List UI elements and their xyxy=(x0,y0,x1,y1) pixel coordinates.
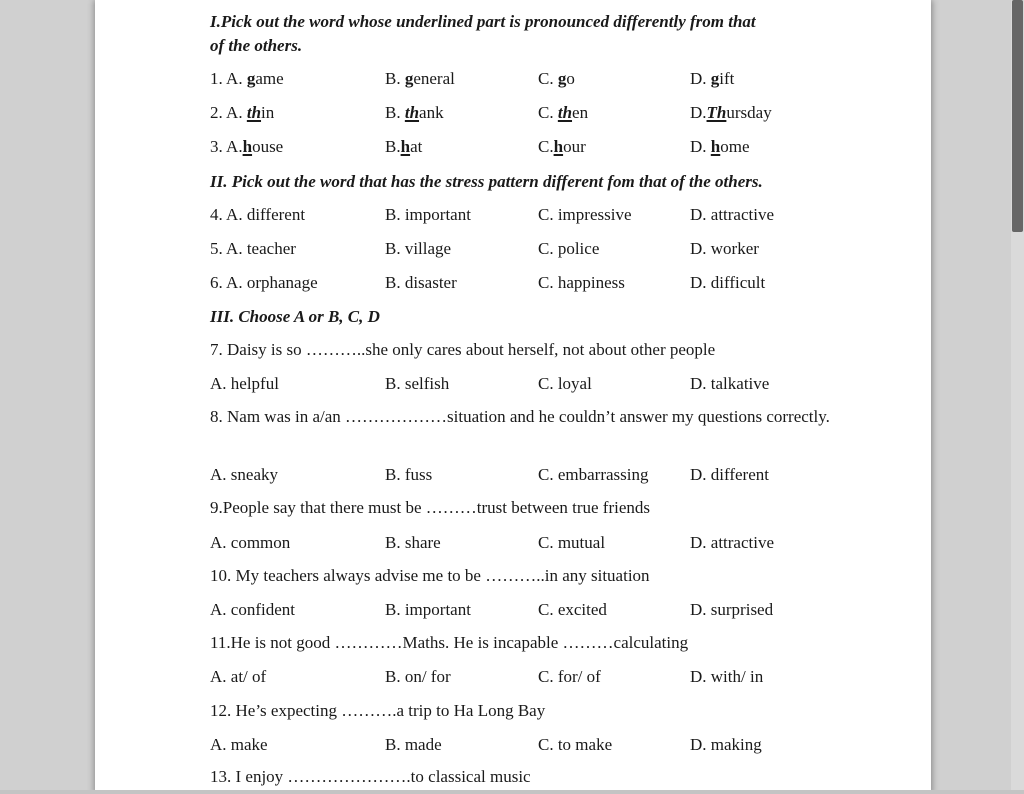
q11-option-a: A. at/ of xyxy=(210,667,267,686)
question-12-options xyxy=(95,732,931,758)
q6-option-c: C. happiness xyxy=(538,273,625,292)
q11-option-d: D. with/ in xyxy=(690,667,764,686)
q9-option-d: D. attractive xyxy=(690,533,775,552)
q5-option-c: C. police xyxy=(538,239,600,258)
bottom-edge xyxy=(0,790,1024,794)
q3-option-d: D. home xyxy=(690,137,750,156)
q10-option-b: B. important xyxy=(385,600,471,619)
question-7-stem: 7. Daisy is so ………..she only cares about herself, not about other people xyxy=(210,340,716,359)
question-10-options xyxy=(95,597,931,623)
question-3-options xyxy=(95,134,931,160)
q2-option-c: C. then xyxy=(538,103,589,122)
question-11-stem: 11.He is not good …………Maths. He is incapable ………calculating xyxy=(210,633,689,652)
question-2-options xyxy=(95,100,931,126)
q8-option-a: A. sneaky xyxy=(210,465,278,484)
q9-option-b: B. share xyxy=(385,533,441,552)
q1-option-a: 1. A. game xyxy=(210,69,284,88)
q3-option-c: C.hour xyxy=(538,137,586,156)
q4-option-d: D. attractive xyxy=(690,205,775,224)
q6-option-d: D. difficult xyxy=(690,273,766,292)
q4-option-c: C. impressive xyxy=(538,205,632,224)
question-12-stem: 12. He’s expecting ……….a trip to Ha Long Bay xyxy=(210,701,546,720)
section-2-heading: II. Pick out the word that has the stress pattern different fom that of the others. xyxy=(210,172,763,191)
q5-option-a: 5. A. teacher xyxy=(210,239,296,258)
q9-option-a: A. common xyxy=(210,533,291,552)
q2-option-a: 2. A. thin xyxy=(210,103,275,122)
q11-option-c: C. for/ of xyxy=(538,667,601,686)
q1-option-c: C. go xyxy=(538,69,575,88)
question-13-stem: 13. I enjoy ………………….to classical music xyxy=(210,767,531,786)
q12-option-d: D. making xyxy=(690,735,762,754)
q7-option-d: D. talkative xyxy=(690,374,770,393)
question-11-options xyxy=(95,664,931,690)
section-1-heading xyxy=(210,10,756,58)
q7-option-a: A. helpful xyxy=(210,374,279,393)
q2-option-d: D.Thursday xyxy=(690,103,772,122)
q5-option-d: D. worker xyxy=(690,239,759,258)
section-1-heading-line-1: I.Pick out the word whose underlined part is pronounced differently from that xyxy=(210,12,756,31)
section-1-heading-line-2: of the others. xyxy=(210,36,303,55)
question-8-options xyxy=(95,462,931,488)
q6-option-b: B. disaster xyxy=(385,273,457,292)
q6-option-a: 6. A. orphanage xyxy=(210,273,318,292)
q10-option-c: C. excited xyxy=(538,600,607,619)
q9-option-c: C. mutual xyxy=(538,533,606,552)
question-4-options xyxy=(95,202,931,228)
q10-option-d: D. surprised xyxy=(690,600,774,619)
q4-option-a: 4. A. different xyxy=(210,205,306,224)
question-10-stem: 10. My teachers always advise me to be ………..in any situation xyxy=(210,566,650,585)
q8-option-c: C. embarrassing xyxy=(538,465,649,484)
q8-option-b: B. fuss xyxy=(385,465,433,484)
q4-option-b: B. important xyxy=(385,205,471,224)
q7-option-b: B. selfish xyxy=(385,374,450,393)
question-7-options xyxy=(95,371,931,397)
document-page xyxy=(95,0,931,794)
question-5-options xyxy=(95,236,931,262)
question-1-options xyxy=(95,66,931,92)
q12-option-a: A. make xyxy=(210,735,268,754)
q8-option-d: D. different xyxy=(690,465,769,484)
q11-option-b: B. on/ for xyxy=(385,667,451,686)
q7-option-c: C. loyal xyxy=(538,374,592,393)
q2-option-b: B. thank xyxy=(385,103,444,122)
q12-option-c: C. to make xyxy=(538,735,613,754)
vertical-scrollbar-thumb[interactable] xyxy=(1012,0,1023,232)
q5-option-b: B. village xyxy=(385,239,452,258)
question-6-options xyxy=(95,270,931,296)
q3-option-b: B.hat xyxy=(385,137,423,156)
q3-option-a: 3. A.house xyxy=(210,137,284,156)
question-9-options xyxy=(95,530,931,556)
question-9-stem: 9.People say that there must be ………trust between true friends xyxy=(210,498,650,517)
q1-option-d: D. gift xyxy=(690,69,735,88)
question-8-stem: 8. Nam was in a/an ………………situation and he couldn’t answer my questions correctly. xyxy=(210,407,830,426)
q1-option-b: B. general xyxy=(385,69,455,88)
section-3-heading: III. Choose A or B, C, D xyxy=(210,307,380,326)
q10-option-a: A. confident xyxy=(210,600,295,619)
q12-option-b: B. made xyxy=(385,735,442,754)
